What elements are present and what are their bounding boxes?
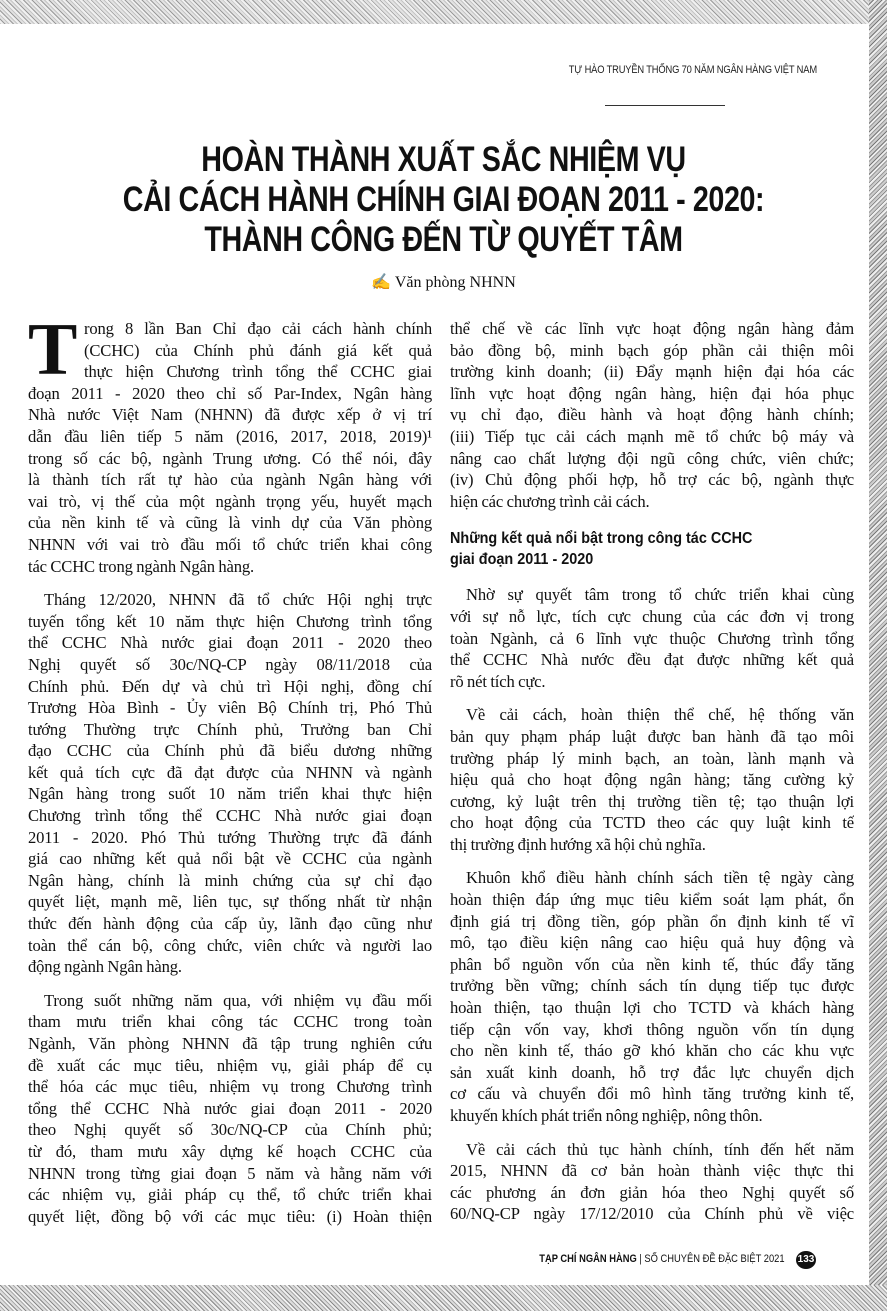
text-line: toàn thể cán bộ, công chức, viên chức và người lao	[28, 935, 432, 955]
text-line: 2011 - 2020. Phó Thủ tướng Thường trực đã đánh	[28, 827, 432, 847]
text-line: cơ cấu và chuyển đổi mô hình tăng trưởng kinh tế,	[450, 1084, 854, 1104]
text-line: (iv) Chủ động phối hợp, hỗ trợ các bộ, ngành thực	[450, 470, 854, 490]
header-rule	[605, 105, 725, 106]
text-line: rõ nét tích cực.	[450, 671, 546, 691]
text-line: NHNN với vai trò đầu mối tổ chức triển khai công	[28, 534, 432, 554]
text-line: thị trường định hướng xã hội chủ nghĩa.	[450, 834, 706, 854]
text-line: hoàn thiện, tạo thuận lợi cho TCTD và khách hàng	[450, 998, 854, 1018]
title-line: CẢI CÁCH HÀNH CHÍNH GIAI ĐOẠN 2011 - 2020:	[122, 180, 765, 219]
text-line: cho hoạt động của TCTD theo các quy luật kinh tế	[450, 813, 854, 833]
section-kicker: TỰ HÀO TRUYỀN THỐNG 70 NĂM NGÂN HÀNG VIỆT NAM	[568, 64, 817, 76]
section-heading	[450, 528, 814, 570]
text-line: thể CCHC Nhà nước đều đạt được những kết quả	[450, 650, 854, 670]
text-line: hiệu quả cho hoạt động ngân hàng; tăng cường kỷ	[450, 770, 854, 790]
issue-name: SỐ CHUYÊN ĐỀ ĐẶC BIỆT 2021	[644, 1253, 785, 1265]
paragraph	[28, 990, 432, 1228]
title-line: HOÀN THÀNH XUẤT SẮC NHIỆM VỤ	[201, 140, 686, 179]
text-line: hoàn thiện đáp ứng mục tiêu kiểm soát lạm phát, ổn	[450, 890, 854, 910]
text-line: là thành tích rất tự hào của ngành Ngân hàng với	[28, 470, 432, 490]
text-line: Nhà nước Việt Nam (NHNN) đã được xếp ở vị trí	[28, 405, 432, 425]
text-line: trong số các bộ, ngành Trung ương. Có thể nói, đây	[28, 448, 432, 468]
paragraph	[450, 1139, 854, 1225]
paragraph	[450, 867, 854, 1126]
text-line: thể hóa các mục tiêu, nhiệm vụ trong Chương trình	[28, 1077, 432, 1097]
text-line: giá cao những kết quả nổi bật về CCHC của ngành	[28, 849, 432, 869]
text-line: từ đó, tham mưu xây dựng kế hoạch CCHC của	[28, 1141, 432, 1161]
text-line: vụ chỉ đạo, điều hành và hoạt động hành chính;	[450, 405, 854, 425]
text-line: tác CCHC trong ngành Ngân hàng.	[28, 556, 255, 576]
byline	[0, 272, 887, 292]
text-line: Ngân hàng, chính là minh chứng của sự chỉ đạo	[28, 870, 432, 890]
text-line: 60/NQ-CP ngày 17/12/2010 của Chính phủ về việc	[450, 1204, 854, 1224]
text-line: đề xuất các mục tiêu, nhiệm vụ, giải pháp để cụ	[28, 1055, 432, 1075]
text-line: các nhiệm vụ, giải pháp cụ thể, tổ chức triển khai	[28, 1185, 432, 1205]
text-line: thể CCHC Nhà nước giai đoạn 2011 - 2020 theo	[28, 633, 432, 653]
text-line: tướng Thường trực Chính phủ, Trưởng ban Chỉ	[28, 719, 432, 739]
text-line: của nền kinh tế và cũng là vinh dự của Văn phòng	[28, 513, 432, 533]
title-line: THÀNH CÔNG ĐẾN TỪ QUYẾT TÂM	[204, 220, 683, 259]
text-line: Tháng 12/2020, NHNN đã tổ chức Hội nghị trực	[44, 590, 432, 610]
text-line: tiếp cận vốn vay, khơi thông nguồn vốn tín dụng	[450, 1019, 854, 1039]
text-line: vai trò, vị thế của một ngành trọng yếu, huyết mạch	[28, 491, 432, 511]
text-line: toàn Ngành, cả 6 lĩnh vực thuộc Chương trình tổng	[450, 628, 854, 648]
text-line: bảo đồng bộ, minh bạch góp phần cải thiện môi	[450, 340, 854, 360]
drop-cap: T	[28, 318, 78, 391]
text-line: thể chế về các lĩnh vực hoạt động ngân hàng đảm	[450, 319, 854, 338]
pen-icon: ✍	[371, 274, 392, 291]
text-line: thức đến hành động của cấp ủy, lãnh đạo cũng như	[28, 914, 432, 934]
text-line: rong 8 lần Ban Chỉ đạo cải cách hành chính	[84, 319, 432, 338]
left-column	[28, 318, 432, 1239]
text-line: khuyến khích phát triển nông nghiệp, nông thôn.	[450, 1106, 763, 1125]
text-line: tuyến tổng kết 10 năm thực hiện Chương trình tổng	[28, 611, 432, 631]
text-line: trưởng bền vững; chính sách tín dụng tiếp tục được	[450, 976, 854, 996]
text-line: (CCHC) của Chính phủ đánh giá kết quả	[84, 340, 432, 360]
text-line: đạo CCHC của Chính phủ đã biểu dương những	[28, 741, 432, 761]
text-line: tổng thể CCHC Nhà nước giai đoạn 2011 - 2020	[28, 1098, 432, 1118]
text-line: Khuôn khổ điều hành chính sách tiền tệ ngày càng	[466, 868, 854, 888]
text-line: hiện các chương trình cải cách.	[450, 491, 650, 511]
text-line: quyết liệt, mạnh mẽ, liên tục, sự thống nhất từ nhận	[28, 892, 432, 912]
text-line: mô, tạo điều kiện nâng cao hiệu quả huy động và	[450, 933, 854, 953]
text-line: động ngành Ngân hàng.	[28, 957, 182, 977]
heading-line: Những kết quả nổi bật trong công tác CCHC	[450, 530, 753, 548]
text-line: Về cải cách thủ tục hành chính, tính đến hết năm	[466, 1139, 854, 1159]
paragraph	[450, 318, 854, 512]
paragraph	[450, 704, 854, 855]
text-line: nâng cao chất lượng đội ngũ công chức, viên chức;	[450, 448, 854, 468]
text-line: dẫn đầu liên tiếp 5 năm (2016, 2017, 2018, 2019)¹	[28, 426, 432, 446]
text-line: phân bổ nguồn vốn của nền kinh tế, thúc đẩy tăng	[450, 954, 854, 974]
text-line: Về cải cách, hoàn thiện thể chế, hệ thống văn	[466, 705, 854, 725]
scan-border-top	[0, 0, 887, 24]
text-line: Nghị quyết số 30c/NQ-CP ngày 08/11/2018 của	[28, 654, 432, 674]
page-number: 133	[796, 1251, 816, 1269]
paragraph	[28, 589, 432, 978]
text-line: Ngân hàng trong suốt 10 năm triển khai thực hiện	[28, 784, 432, 804]
text-line: định giá trị đồng tiền, góp phần ổn định kinh tế vĩ	[450, 911, 854, 931]
text-line: theo Nghị quyết số 30c/NQ-CP của Chính phủ;	[28, 1120, 432, 1140]
right-column	[450, 318, 854, 1237]
text-line: bản quy phạm pháp luật được ban hành đã tạo môi	[450, 726, 854, 746]
text-line: 2015, NHNN đã cơ bản hoàn thành việc thực thi	[450, 1161, 854, 1181]
text-line: đoạn 2011 - 2020 theo chỉ số Par-Index, Ngân hàng	[28, 383, 432, 403]
text-line: cho nền kinh tế, tháo gỡ khó khăn cho các khu vực	[450, 1041, 854, 1061]
text-line: sản xuất kinh doanh, hỗ trợ đắc lực chuyển dịch	[450, 1062, 854, 1082]
page-footer	[540, 1253, 785, 1265]
text-line: Trong suốt những năm qua, với nhiệm vụ đầu mối	[44, 990, 432, 1010]
text-line: trường kinh doanh; (ii) Đẩy mạnh hiện đại hóa các	[450, 362, 854, 382]
text-line: Chương trình tổng thể CCHC Nhà nước giai đoạn	[28, 806, 432, 826]
footer-separator: |	[639, 1253, 643, 1265]
text-line: Trương Hòa Bình - Ủy viên Bộ Chính trị, Phó Thủ	[28, 698, 432, 718]
magazine-name: TẠP CHÍ NGÂN HÀNG	[539, 1253, 638, 1265]
paragraph	[450, 584, 854, 692]
text-line: trường pháp lý minh bạch, an toàn, lành mạnh và	[450, 748, 854, 768]
text-line: tham mưu triển khai công tác CCHC trong toàn	[28, 1012, 432, 1032]
scan-border-bottom	[0, 1285, 887, 1311]
text-line: Nhờ sự quyết tâm trong tổ chức triển khai cùng	[466, 585, 854, 605]
text-line: lĩnh vực hoạt động ngân hàng, hiện đại hóa phục	[450, 383, 854, 403]
text-line: Ngành, Văn phòng NHNN đã tập trung nghiên cứu	[28, 1034, 432, 1053]
article-title	[0, 140, 887, 260]
text-line: với sự nỗ lực, tích cực chung của các đơn vị trong	[450, 606, 854, 626]
text-line: cương, kỷ luật trên thị trường tiền tệ; tạo thuận lợi	[450, 791, 854, 811]
text-line: quyết liệt, đồng bộ với các mục tiêu: (i) Hoàn thiện	[28, 1206, 432, 1226]
text-line: Chính phủ. Đến dự và chủ trì Hội nghị, đồng chí	[28, 676, 432, 696]
heading-line: giai đoạn 2011 - 2020	[450, 551, 594, 569]
text-line: kết quả tích cực đã đạt được của NHNN và ngành	[28, 762, 432, 782]
author: Văn phòng NHNN	[394, 274, 516, 291]
text-line: các phương án đơn giản hóa theo Nghị quyết số	[450, 1182, 854, 1202]
paragraph	[28, 318, 432, 577]
text-line: NHNN trong từng giai đoạn 5 năm và hằng năm với	[28, 1163, 432, 1183]
text-line: (iii) Tiếp tục cải cách mạnh mẽ tổ chức bộ máy và	[450, 426, 854, 446]
text-line: thực hiện Chương trình tổng thể CCHC giai	[84, 362, 432, 382]
